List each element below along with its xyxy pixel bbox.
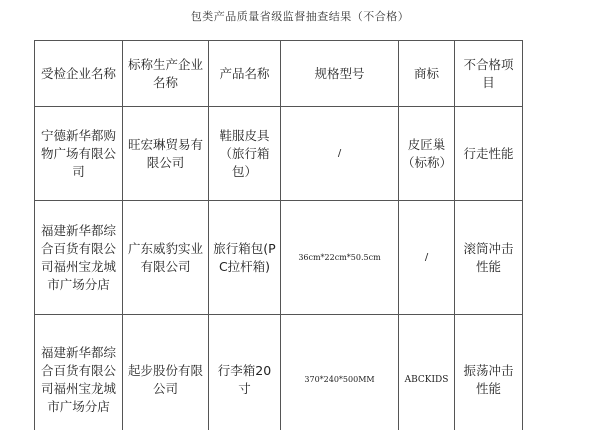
cell-producer: 旺宏琳贸易有限公司 — [123, 107, 209, 201]
cell-failed-item: 振荡冲击性能 — [455, 315, 523, 445]
page-bottom-edge — [34, 430, 524, 448]
cell-failed-item: 滚筒冲击性能 — [455, 201, 523, 315]
header-brand: 商标 — [399, 41, 455, 107]
cell-brand: / — [399, 201, 455, 315]
header-spec: 规格型号 — [281, 41, 399, 107]
header-producer: 标称生产企业名称 — [123, 41, 209, 107]
cell-product-name: 旅行箱包(PC拉杆箱) — [209, 201, 281, 315]
header-inspected-company: 受检企业名称 — [35, 41, 123, 107]
cell-brand: ABCKIDS — [399, 315, 455, 445]
cell-spec: 370*240*500MM — [281, 315, 399, 445]
table-row — [35, 201, 523, 315]
cell-spec: 36cm*22cm*50.5cm — [281, 201, 399, 315]
cell-inspected-company: 福建新华都综合百货有限公司福州宝龙城市广场分店 — [35, 315, 123, 445]
cell-producer: 广东威豹实业有限公司 — [123, 201, 209, 315]
result-table — [34, 40, 523, 445]
table-header-row — [35, 41, 523, 107]
header-product-name: 产品名称 — [209, 41, 281, 107]
cell-product-name: 鞋服皮具（旅行箱包） — [209, 107, 281, 201]
cell-inspected-company: 宁德新华都购物广场有限公司 — [35, 107, 123, 201]
cell-inspected-company: 福建新华都综合百货有限公司福州宝龙城市广场分店 — [35, 201, 123, 315]
table-row — [35, 107, 523, 201]
cell-spec: / — [281, 107, 399, 201]
cell-failed-item: 行走性能 — [455, 107, 523, 201]
cell-brand: 皮匠巢（标称） — [399, 107, 455, 201]
cell-producer: 起步股份有限公司 — [123, 315, 209, 445]
table-row — [35, 315, 523, 445]
header-failed-item: 不合格项目 — [455, 41, 523, 107]
cell-product-name: 行李箱20寸 — [209, 315, 281, 445]
page-title: 包类产品质量省级监督抽查结果（不合格） — [190, 10, 410, 23]
